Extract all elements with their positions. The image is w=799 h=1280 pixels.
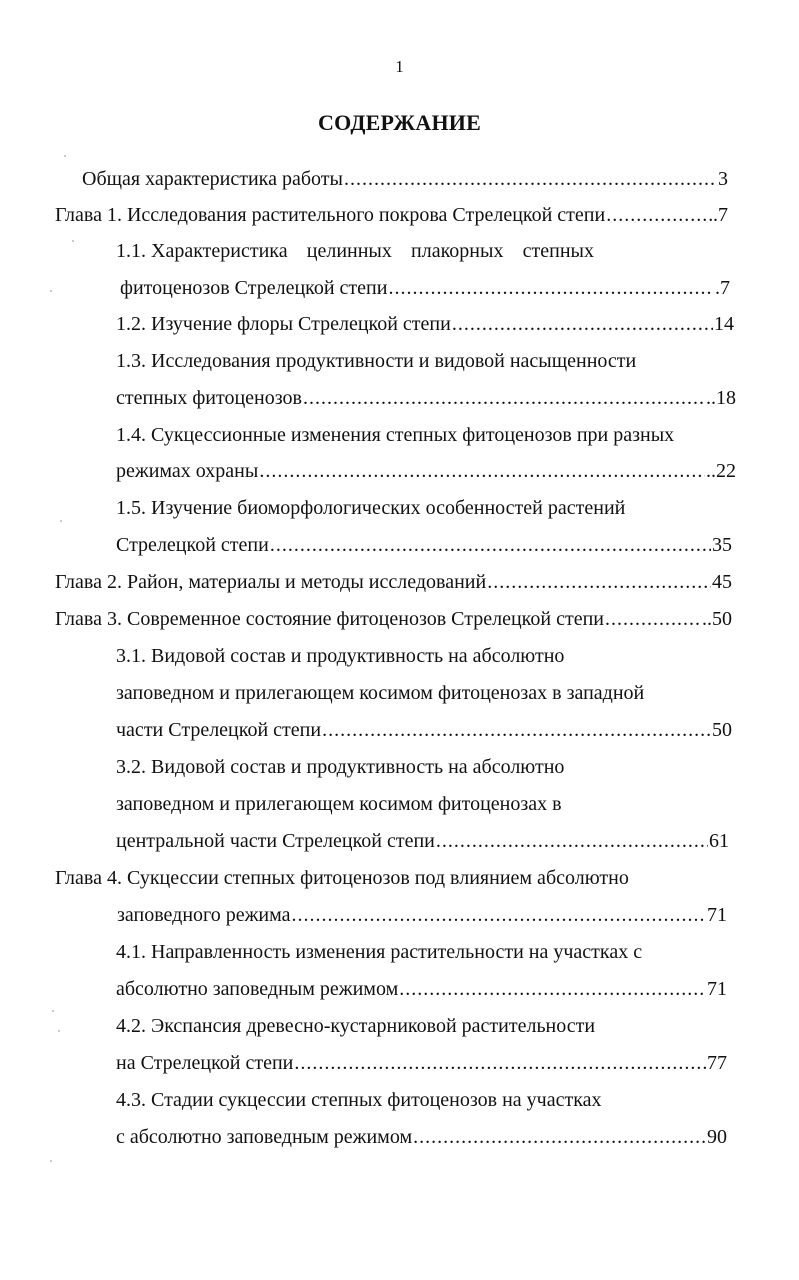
toc-entry-text: Глава 2. Район, материалы и методы исследований	[55, 571, 487, 593]
dot-leader	[605, 608, 701, 631]
page-number: 1	[395, 57, 404, 76]
toc-entry-3-2-line-3	[116, 830, 729, 860]
scan-speck	[50, 290, 52, 292]
toc-page-number: 77	[707, 1052, 727, 1074]
toc-page-number: 71	[707, 978, 727, 1000]
toc-entry-4-1-line-2	[116, 978, 727, 1008]
toc-entry-3-2-line-1	[116, 756, 736, 786]
toc-page-number: 3	[718, 168, 728, 190]
toc-entry-1-3-line-1	[116, 350, 736, 380]
toc-entry-text: фитоценозов Стрелецкой степи	[120, 277, 388, 299]
toc-entry-text: 1.5. Изучение биоморфологических особенностей растений	[116, 497, 626, 519]
toc-entry-1-4-line-1	[116, 424, 736, 454]
scan-speck	[64, 155, 66, 157]
dot-leader	[270, 534, 711, 557]
toc-entry-text: абсолютно заповедным режимом	[116, 978, 399, 1000]
toc-page-number: ..18	[706, 387, 736, 409]
dot-leader	[322, 719, 711, 742]
dot-leader	[399, 978, 706, 1001]
toc-entry-chapter-4-line-2	[117, 904, 727, 934]
toc-word: 1.1. Характеристика	[116, 240, 288, 262]
scan-speck	[72, 240, 74, 242]
toc-entry-text: Глава 4. Сукцессии степных фитоценозов под влиянием абсолютно	[55, 867, 629, 889]
dot-leader	[487, 571, 711, 594]
toc-entry-text: 3.1. Видовой состав и продуктивность на абсолютно	[116, 645, 565, 667]
toc-word: целинных	[306, 240, 392, 262]
toc-entry-text: 1.4. Сукцессионные изменения степных фитоценозов при разных	[116, 424, 675, 446]
dot-leader	[344, 168, 717, 191]
toc-entry-3-1-line-2	[116, 682, 736, 712]
toc-entry-4-1-line-1	[116, 941, 736, 971]
dot-leader	[388, 277, 714, 300]
toc-entry-3-1-line-3	[116, 719, 732, 749]
toc-page-number: ..50	[702, 608, 732, 630]
toc-entry-4-3-line-2	[116, 1126, 727, 1156]
toc-page-number: 14	[714, 313, 734, 335]
toc-entry-text: Глава 3. Современное состояние фитоценозов Стрелецкой степи	[55, 608, 604, 630]
toc-entry-text: 3.2. Видовой состав и продуктивность на абсолютно	[116, 756, 565, 778]
toc-entry-chapter-1	[55, 204, 728, 234]
toc-page-number: .7	[715, 277, 730, 299]
toc-entry-text: части Стрелецкой степи	[116, 719, 322, 741]
toc-entry-text: 1.2. Изучение флоры Стрелецкой степи	[116, 313, 451, 335]
toc-page-number: ..22	[706, 460, 736, 482]
toc-entry-text: заповедном и прилегающем косимом фитоценозах в западной	[116, 682, 645, 704]
toc-page-number: 90	[707, 1126, 727, 1148]
dot-leader	[294, 1052, 706, 1075]
toc-page-number: .7	[713, 204, 728, 226]
dot-leader	[452, 313, 713, 336]
toc-entry-text: Стрелецкой степи	[116, 534, 269, 556]
page-title: СОДЕРЖАНИЕ	[318, 110, 481, 135]
toc-entry-1-1-line-2	[120, 277, 730, 307]
toc-entry-4-3-line-1	[116, 1089, 736, 1119]
toc-entry-1-2	[116, 313, 734, 343]
toc-word: степных	[522, 240, 594, 262]
toc-entry-text: 1.3. Исследования продуктивности и видовой насыщенности	[116, 350, 637, 372]
dot-leader	[303, 387, 705, 410]
toc-entry-text: Общая характеристика работы	[82, 168, 343, 190]
toc-page-number: 61	[709, 830, 729, 852]
scan-speck	[52, 1010, 54, 1012]
toc-page-number: 50	[712, 719, 732, 741]
toc-entry-text: с абсолютно заповедным режимом	[116, 1126, 413, 1148]
toc-entry-chapter-4-line-1	[55, 867, 735, 897]
toc-page-number: 45	[712, 571, 732, 593]
toc-entry-3-1-line-1	[116, 645, 736, 675]
dot-leader	[413, 1126, 706, 1149]
toc-entry-4-2-line-2	[116, 1052, 727, 1082]
toc-entry-3-2-line-2	[116, 793, 736, 823]
toc-entry-1-3-line-2	[116, 387, 736, 417]
scan-speck	[58, 1030, 60, 1032]
dot-leader	[436, 830, 708, 853]
toc-entry-chapter-3	[55, 608, 732, 638]
toc-entry-text: 4.2. Экспансия древесно-кустарниковой растительности	[116, 1015, 596, 1037]
toc-entry-1-5-line-2	[116, 534, 732, 564]
toc-entry-1-5-line-1	[116, 497, 736, 527]
toc-entry-text: заповедном и прилегающем косимом фитоценозах в	[116, 793, 562, 815]
dot-leader	[606, 204, 712, 227]
toc-entry-text: режимах охраны	[116, 460, 259, 482]
toc-entry-general	[82, 168, 728, 198]
toc-entry-text: на Стрелецкой степи	[116, 1052, 294, 1074]
toc-entry-chapter-2	[55, 571, 732, 601]
toc-entry-1-4-line-2	[116, 460, 736, 490]
toc-entry-4-2-line-1	[116, 1015, 736, 1045]
toc-entry-text: 4.3. Стадии сукцессии степных фитоценозов на участках	[116, 1089, 602, 1111]
toc-entry-text: степных фитоценозов	[116, 387, 302, 409]
scan-speck	[60, 520, 62, 522]
toc-word: плакорных	[411, 240, 504, 262]
toc-page-number: 35	[712, 534, 732, 556]
toc-entry-text: заповедного режима	[117, 904, 291, 926]
dot-leader	[259, 460, 705, 483]
toc-entry-text: Глава 1. Исследования растительного покрова Стрелецкой степи	[55, 204, 606, 226]
dot-leader	[292, 904, 706, 927]
toc-page-number: 71	[707, 904, 727, 926]
scan-speck	[50, 1160, 52, 1162]
toc-entry-1-1-line-1	[116, 240, 594, 270]
toc-entry-text: центральной части Стрелецкой степи	[116, 830, 435, 852]
toc-entry-text: 4.1. Направленность изменения растительности на участках с	[116, 941, 643, 963]
